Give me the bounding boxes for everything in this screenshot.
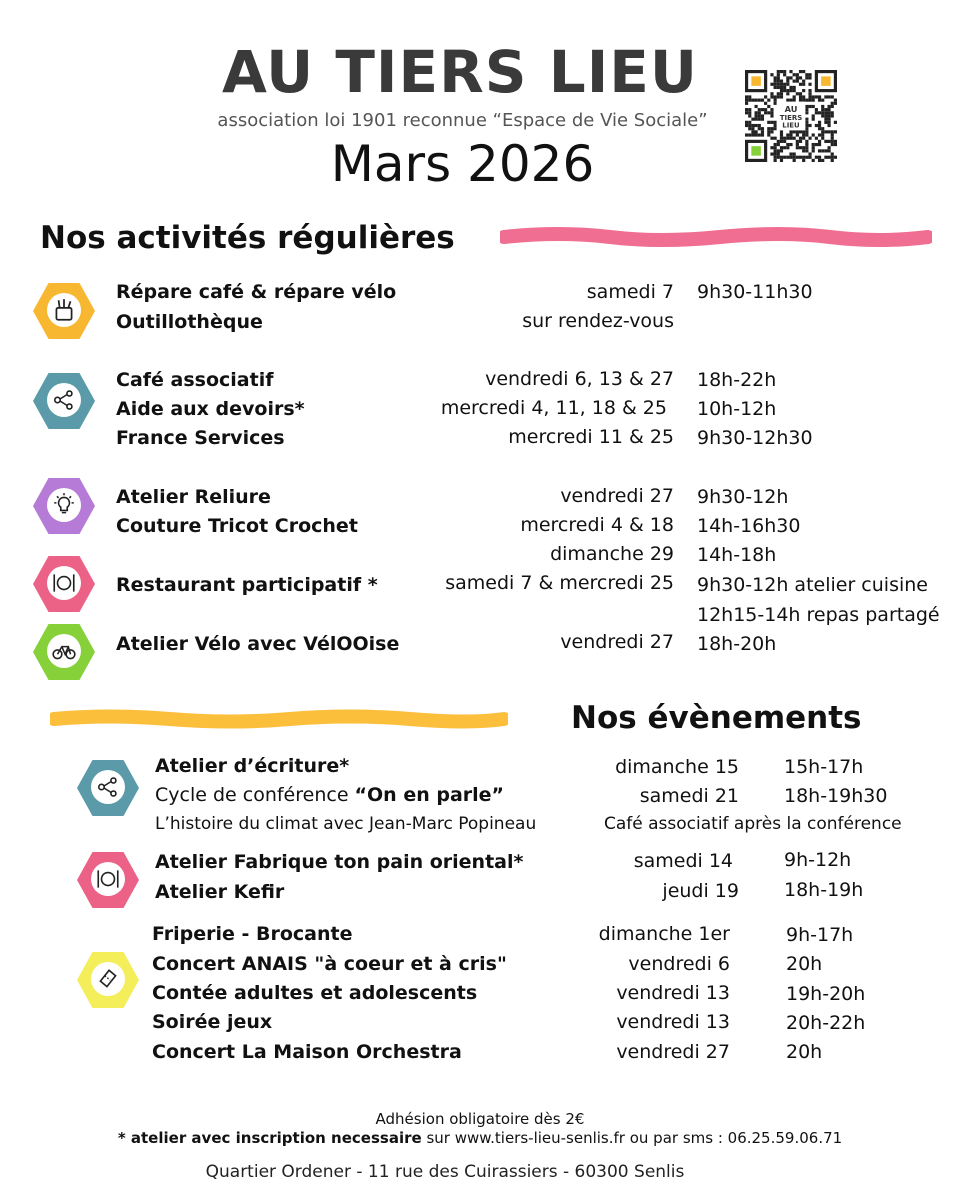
activity-name: Atelier Vélo avec VélOOise	[116, 633, 400, 655]
activity-day: sur rendez-vous	[522, 310, 674, 332]
bicycle-icon	[33, 624, 95, 680]
activity-day: vendredi 27	[560, 485, 674, 507]
plate-cutlery-icon	[33, 556, 95, 612]
activity-day: mercredi 11 & 25	[508, 426, 674, 448]
event-description: L’histoire du climat avec Jean-Marc Popineau	[155, 814, 537, 834]
event-name: Atelier d’écriture*	[155, 755, 350, 777]
plate-cutlery-icon	[77, 852, 139, 908]
regular-activities-title: Nos activités régulières	[40, 220, 455, 256]
event-day: samedi 21	[639, 785, 739, 807]
event-day: vendredi 6	[628, 953, 730, 975]
svg-text:LIEU: LIEU	[782, 121, 800, 130]
registration-note-contact[interactable]: sur www.tiers-lieu-senlis.fr ou par sms : 06.25.59.06.71	[421, 1129, 843, 1147]
activity-hour: 9h30-12h30	[697, 427, 813, 449]
event-hour: 18h-19h	[784, 879, 864, 901]
activity-day: mercredi 4, 11, 18 & 25	[440, 397, 667, 419]
activity-day: samedi 7 & mercredi 25	[445, 572, 674, 594]
event-name: Cycle de conférence “On en parle”	[155, 784, 505, 806]
event-hour: 9h-17h	[786, 924, 854, 946]
qr-code[interactable]	[745, 70, 837, 162]
people-network-icon	[77, 760, 139, 816]
event-name: Atelier Fabrique ton pain oriental*	[155, 851, 524, 873]
tools-icon	[33, 283, 95, 339]
activity-hour: 9h30-11h30	[697, 281, 813, 303]
activity-name: Atelier Reliure	[116, 486, 271, 508]
yellow-stripe	[50, 708, 508, 730]
people-network-icon	[33, 373, 95, 429]
event-day: dimanche 1er	[598, 923, 730, 945]
event-day: vendredi 13	[616, 1011, 730, 1033]
svg-text:AU: AU	[784, 104, 798, 115]
event-hour: 20h	[786, 953, 823, 975]
organization-title: AU TIERS LIEU	[221, 38, 699, 106]
activity-name: Couture Tricot Crochet	[116, 515, 358, 537]
activity-name: Café associatif	[116, 369, 274, 391]
pink-stripe	[500, 226, 932, 248]
activity-day: samedi 7	[586, 281, 674, 303]
activity-hour: 14h-18h	[697, 544, 777, 566]
activity-name: Répare café & répare vélo	[116, 281, 397, 303]
event-name: Atelier Kefir	[155, 881, 285, 903]
event-hour: 9h-12h	[784, 849, 852, 871]
event-hour: 20h-22h	[786, 1012, 866, 1034]
event-day: samedi 14	[633, 850, 733, 872]
event-day: vendredi 27	[616, 1041, 730, 1063]
event-name: Soirée jeux	[152, 1011, 273, 1033]
activity-hour: 18h-20h	[697, 633, 777, 655]
activity-hour: 12h15-14h repas partagé	[697, 604, 940, 626]
svg-text:TIERS: TIERS	[779, 114, 803, 123]
activity-day: mercredi 4 & 18	[520, 514, 674, 536]
events-title: Nos évènements	[571, 700, 862, 736]
event-day: dimanche 15	[615, 756, 739, 778]
ticket-icon	[77, 952, 139, 1008]
activity-day: vendredi 6, 13 & 27	[485, 368, 674, 390]
event-name: Concert ANAIS "à coeur et à cris"	[152, 953, 507, 975]
registration-note	[0, 1129, 960, 1147]
activity-name: Aide aux devoirs*	[116, 398, 305, 420]
activity-day: vendredi 27	[560, 631, 674, 653]
event-day: jeudi 19	[662, 880, 739, 902]
activity-hour: 10h-12h	[697, 398, 777, 420]
activity-name: Outillothèque	[116, 311, 263, 333]
lightbulb-icon	[33, 478, 95, 534]
event-hour: 18h-19h30	[784, 785, 888, 807]
event-hour: 19h-20h	[786, 983, 866, 1005]
event-name: Contée adultes et adolescents	[152, 982, 478, 1004]
activity-name: Restaurant participatif *	[116, 574, 378, 596]
event-day: vendredi 13	[616, 982, 730, 1004]
organization-subtitle: association loi 1901 reconnue “Espace de Vie Sociale”	[217, 110, 708, 131]
event-name: Concert La Maison Orchestra	[152, 1041, 462, 1063]
membership-note: Adhésion obligatoire dès 2€	[375, 1110, 585, 1128]
activity-hour: 9h30-12h	[697, 486, 789, 508]
event-note: Café associatif après la conférence	[604, 814, 902, 834]
registration-note-bold: * atelier avec inscription necessaire	[117, 1129, 422, 1147]
activity-day: dimanche 29	[550, 543, 674, 565]
address: Quartier Ordener - 11 rue des Cuirassiers - 60300 Senlis	[205, 1162, 685, 1182]
activity-hour: 9h30-12h atelier cuisine	[697, 574, 928, 596]
activity-hour: 14h-16h30	[697, 515, 801, 537]
activity-hour: 18h-22h	[697, 369, 777, 391]
event-name: Friperie - Brocante	[152, 923, 353, 945]
event-hour: 20h	[786, 1041, 823, 1063]
event-hour: 15h-17h	[784, 756, 864, 778]
month-title: Mars 2026	[330, 135, 595, 193]
activity-name: France Services	[116, 427, 285, 449]
